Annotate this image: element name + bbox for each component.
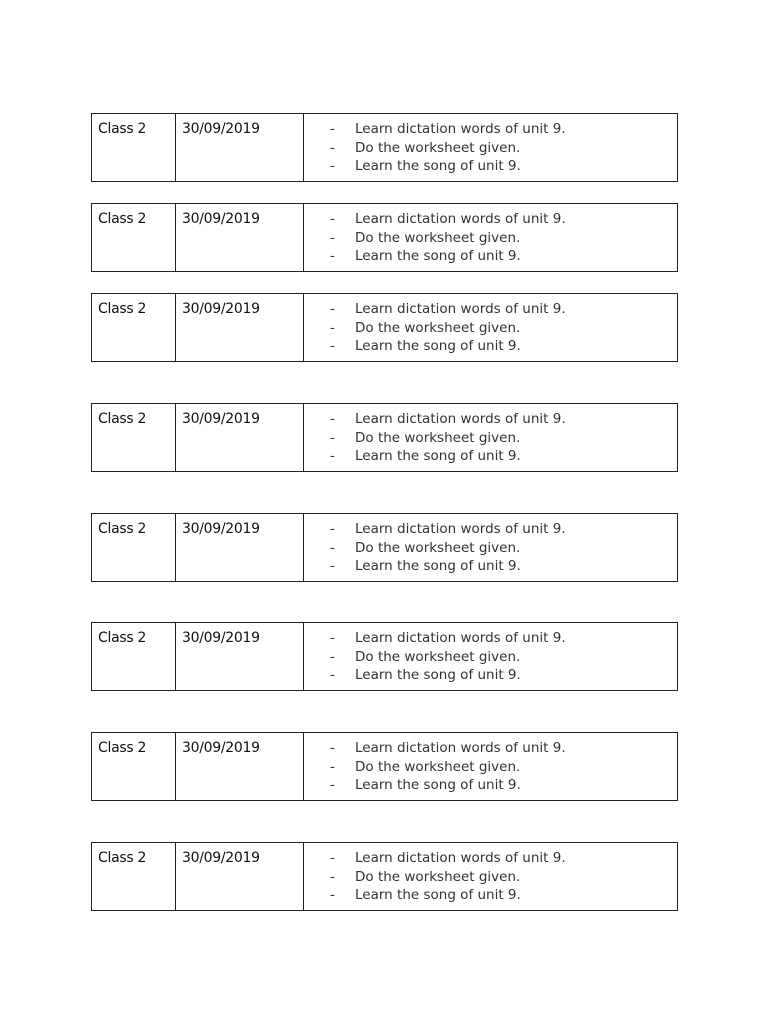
- task-item: [330, 739, 677, 758]
- homework-slip: [91, 203, 678, 272]
- task-item: [330, 886, 677, 905]
- task-item: [330, 776, 677, 795]
- task-item: [330, 666, 677, 685]
- task-text: Do the worksheet given.: [355, 868, 521, 885]
- homework-slip: [91, 732, 678, 801]
- task-list: [330, 849, 677, 905]
- task-item: [330, 319, 677, 338]
- task-text: Learn dictation words of unit 9.: [355, 521, 566, 537]
- dash-bullet: -: [330, 139, 335, 156]
- task-text: Learn the song of unit 9.: [355, 248, 521, 264]
- task-text: Do the worksheet given.: [355, 539, 521, 556]
- class-label: Class 2: [92, 114, 176, 181]
- date-label: 30/09/2019: [176, 843, 304, 910]
- task-text: Learn the song of unit 9.: [355, 667, 521, 683]
- task-item: [330, 120, 677, 139]
- dash-bullet: -: [330, 211, 335, 227]
- dash-bullet: -: [330, 868, 335, 885]
- task-text: Do the worksheet given.: [355, 319, 521, 336]
- dash-bullet: -: [330, 758, 335, 775]
- task-text: Do the worksheet given.: [355, 648, 521, 665]
- task-list: [330, 410, 677, 466]
- task-text: Learn the song of unit 9.: [355, 448, 521, 464]
- task-item: [330, 520, 677, 539]
- homework-slip: [91, 513, 678, 582]
- task-item: [330, 210, 677, 229]
- dash-bullet: -: [330, 648, 335, 665]
- class-label: Class 2: [92, 733, 176, 800]
- task-item: [330, 557, 677, 576]
- date-label: 30/09/2019: [176, 114, 304, 181]
- task-list: [330, 210, 677, 266]
- dash-bullet: -: [330, 521, 335, 537]
- homework-slip: [91, 622, 678, 691]
- class-label: Class 2: [92, 294, 176, 361]
- class-label: Class 2: [92, 623, 176, 690]
- task-text: Learn dictation words of unit 9.: [355, 740, 566, 756]
- dash-bullet: -: [330, 667, 335, 683]
- task-text: Learn the song of unit 9.: [355, 887, 521, 903]
- task-cell: [304, 404, 677, 471]
- task-item: [330, 447, 677, 466]
- task-item: [330, 139, 677, 158]
- dash-bullet: -: [330, 539, 335, 556]
- task-item: [330, 247, 677, 266]
- dash-bullet: -: [330, 411, 335, 427]
- task-text: Learn dictation words of unit 9.: [355, 630, 566, 646]
- task-cell: [304, 733, 677, 800]
- task-item: [330, 849, 677, 868]
- dash-bullet: -: [330, 887, 335, 903]
- date-label: 30/09/2019: [176, 733, 304, 800]
- dash-bullet: -: [330, 229, 335, 246]
- dash-bullet: -: [330, 777, 335, 793]
- task-text: Learn the song of unit 9.: [355, 558, 521, 574]
- dash-bullet: -: [330, 740, 335, 756]
- dash-bullet: -: [330, 338, 335, 354]
- homework-slip: [91, 113, 678, 182]
- task-text: Learn the song of unit 9.: [355, 777, 521, 793]
- task-text: Learn dictation words of unit 9.: [355, 850, 566, 866]
- task-cell: [304, 294, 677, 361]
- task-item: [330, 758, 677, 777]
- dash-bullet: -: [330, 158, 335, 174]
- task-item: [330, 337, 677, 356]
- dash-bullet: -: [330, 301, 335, 317]
- dash-bullet: -: [330, 558, 335, 574]
- task-list: [330, 300, 677, 356]
- task-cell: [304, 114, 677, 181]
- homework-slip: [91, 293, 678, 362]
- task-text: Do the worksheet given.: [355, 429, 521, 446]
- task-item: [330, 429, 677, 448]
- dash-bullet: -: [330, 429, 335, 446]
- task-text: Learn dictation words of unit 9.: [355, 301, 566, 317]
- task-item: [330, 868, 677, 887]
- task-item: [330, 229, 677, 248]
- date-label: 30/09/2019: [176, 514, 304, 581]
- date-label: 30/09/2019: [176, 204, 304, 271]
- task-cell: [304, 514, 677, 581]
- class-label: Class 2: [92, 514, 176, 581]
- task-text: Do the worksheet given.: [355, 229, 521, 246]
- class-label: Class 2: [92, 204, 176, 271]
- task-cell: [304, 843, 677, 910]
- date-label: 30/09/2019: [176, 623, 304, 690]
- task-list: [330, 120, 677, 176]
- dash-bullet: -: [330, 248, 335, 264]
- task-cell: [304, 204, 677, 271]
- task-list: [330, 629, 677, 685]
- task-text: Learn dictation words of unit 9.: [355, 121, 566, 137]
- task-cell: [304, 623, 677, 690]
- task-item: [330, 539, 677, 558]
- date-label: 30/09/2019: [176, 404, 304, 471]
- dash-bullet: -: [330, 121, 335, 137]
- dash-bullet: -: [330, 448, 335, 464]
- task-text: Do the worksheet given.: [355, 139, 521, 156]
- dash-bullet: -: [330, 319, 335, 336]
- task-item: [330, 300, 677, 319]
- task-text: Learn the song of unit 9.: [355, 338, 521, 354]
- dash-bullet: -: [330, 850, 335, 866]
- task-text: Learn the song of unit 9.: [355, 158, 521, 174]
- dash-bullet: -: [330, 630, 335, 646]
- task-item: [330, 157, 677, 176]
- task-text: Do the worksheet given.: [355, 758, 521, 775]
- class-label: Class 2: [92, 843, 176, 910]
- task-item: [330, 648, 677, 667]
- task-list: [330, 739, 677, 795]
- class-label: Class 2: [92, 404, 176, 471]
- task-item: [330, 410, 677, 429]
- task-text: Learn dictation words of unit 9.: [355, 411, 566, 427]
- task-list: [330, 520, 677, 576]
- homework-slip: [91, 842, 678, 911]
- task-item: [330, 629, 677, 648]
- task-text: Learn dictation words of unit 9.: [355, 211, 566, 227]
- homework-slip: [91, 403, 678, 472]
- date-label: 30/09/2019: [176, 294, 304, 361]
